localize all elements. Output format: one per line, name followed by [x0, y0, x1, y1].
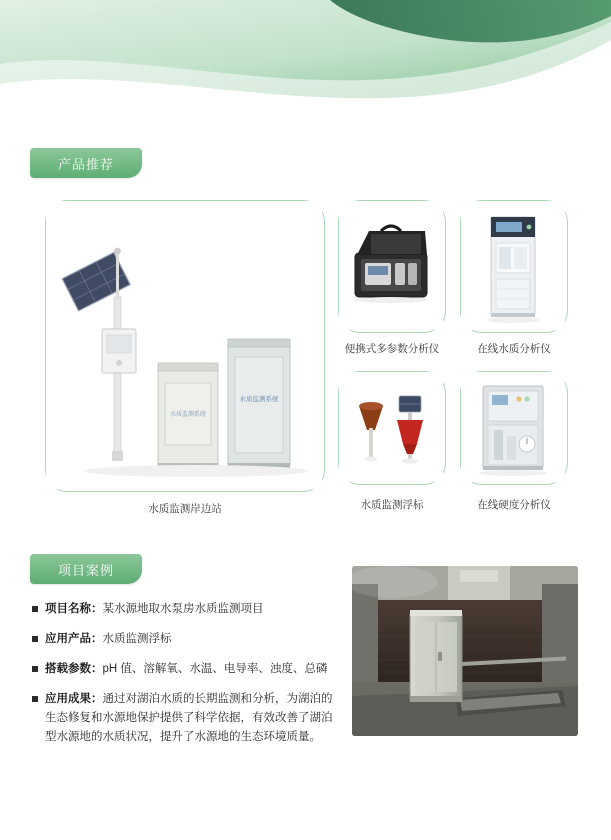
case-detail-list [32, 600, 342, 758]
bullet-square-icon [32, 606, 38, 612]
product-caption-water-quality-monitoring-station: 水质监测岸边站 [148, 503, 222, 515]
water-quality-monitoring-station-image [46, 201, 322, 489]
product-caption-online-hardness-analyzer: 在线硬度分析仪 [477, 499, 551, 511]
section-heading-products: 产品推荐 [30, 148, 142, 178]
banner-graphic [0, 0, 611, 118]
list-item [32, 600, 342, 619]
water-quality-monitoring-buoy-image [339, 372, 443, 482]
portable-multi-parameter-analyzer-image [339, 201, 443, 330]
bullet-square-icon [32, 666, 38, 672]
case-label: 搭载参数： [45, 663, 103, 675]
pump-house-cabinet-photo [352, 566, 578, 736]
svg-text:水质监测系统: 水质监测系统 [239, 395, 279, 403]
online-water-quality-analyzer-image [461, 201, 565, 330]
case-text: pH 值、溶解氧、水温、电导率、浊度、总磷 [102, 663, 328, 675]
product-caption-online-water-quality-analyzer: 在线水质分析仪 [477, 343, 551, 355]
case-label: 应用成果： [45, 693, 103, 705]
bullet-square-icon [32, 696, 38, 702]
product-card-portable-multi-parameter-analyzer[interactable] [338, 200, 446, 333]
list-item [32, 630, 342, 649]
list-item [32, 690, 342, 747]
product-caption-water-quality-monitoring-buoy: 水质监测浮标 [360, 499, 424, 511]
product-caption-portable-multi-parameter-analyzer: 便携式多参数分析仪 [344, 343, 440, 355]
case-label: 应用产品： [45, 633, 103, 645]
product-card-water-quality-monitoring-station[interactable] [45, 200, 325, 492]
list-item [32, 660, 342, 679]
case-label: 项目名称： [45, 603, 103, 615]
case-photo [352, 566, 578, 736]
svg-text:水质监测系统: 水质监测系统 [169, 411, 207, 418]
case-text: 通过对湖泊水质的长期监测和分析，为湖泊的生态修复和水源地保护提供了科学依据，有效改善了湖泊型水源地的水质状况，提升了水源地的生态环境质量。 [45, 693, 333, 743]
case-text: 水质监测浮标 [102, 633, 172, 645]
product-card-online-water-quality-analyzer[interactable] [460, 200, 568, 333]
case-text: 某水源地取水泵房水质监测项目 [102, 603, 264, 615]
bullet-square-icon [32, 636, 38, 642]
online-hardness-analyzer-image [461, 372, 565, 482]
product-card-water-quality-monitoring-buoy[interactable] [338, 371, 446, 485]
page-banner [0, 0, 611, 118]
product-card-online-hardness-analyzer[interactable] [460, 371, 568, 485]
section-heading-cases: 项目案例 [30, 554, 142, 584]
